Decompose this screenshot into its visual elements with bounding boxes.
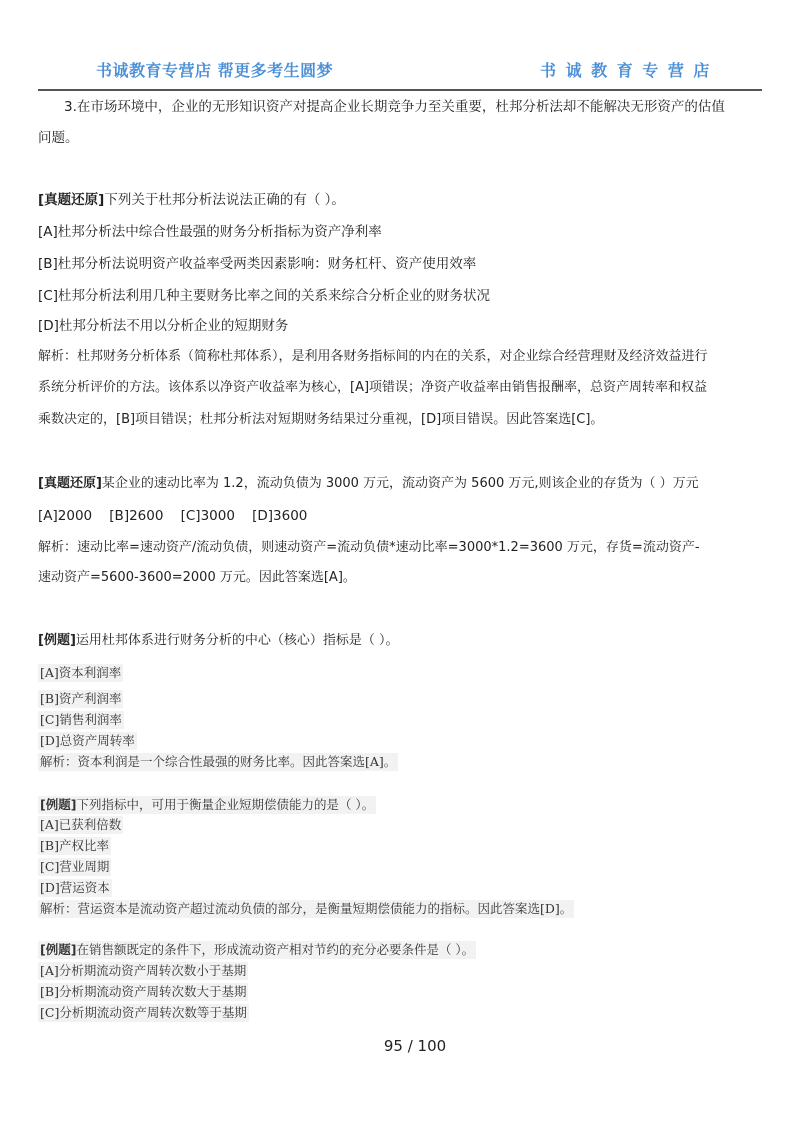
question-stem: [例题]在销售额既定的条件下，形成流动资产相对节约的充分必要条件是（ ）。 bbox=[40, 942, 475, 957]
option: [D]营运资本 bbox=[40, 880, 110, 895]
option: [D]杜邦分析法不用以分析企业的短期财务 bbox=[38, 318, 289, 334]
option: [A]分析期流动资产周转次数小于基期 bbox=[40, 963, 247, 978]
option: [B]资产利润率 bbox=[40, 691, 122, 706]
analysis-line: 解析：杜邦财务分析体系（简称杜邦体系），是利用各财务指标间的内在的关系，对企业综合经营理财及经济效益进行 bbox=[38, 349, 708, 364]
intro-line: 3.在市场环境中，企业的无形知识资产对提高企业长期竞争力至关重要，杜邦分析法却不能解决无形资产的估值 bbox=[64, 99, 725, 115]
analysis-line: 乘数决定的，[B]项目错误；杜邦分析法对短期财务结果过分重视，[D]项目错误。因此答案选[C]。 bbox=[38, 412, 604, 427]
question-tag: [真题还原] bbox=[38, 192, 105, 208]
option: [C]杜邦分析法利用几种主要财务比率之间的关系来综合分析企业的财务状况 bbox=[38, 288, 490, 304]
header-right-text: 书 诚 教 育 专 营 店 bbox=[540, 61, 712, 80]
question-stem: [例题]运用杜邦体系进行财务分析的中心（核心）指标是（ ）。 bbox=[38, 633, 399, 648]
option: [A]已获利倍数 bbox=[40, 817, 122, 832]
option: [A]资本利润率 bbox=[40, 665, 122, 680]
option: [B]杜邦分析法说明资产收益率受两类因素影响：财务杠杆、资产使用效率 bbox=[38, 256, 477, 272]
header-left-text: 书诚教育专营店 帮更多考生圆梦 bbox=[96, 61, 334, 80]
option: [C]销售利润率 bbox=[40, 712, 122, 727]
analysis-line: 解析：营运资本是流动资产超过流动负债的部分，是衡量短期偿债能力的指标。因此答案选[D]。 bbox=[40, 901, 573, 916]
option: [D]总资产周转率 bbox=[40, 733, 135, 748]
question-tag: [例题] bbox=[38, 633, 76, 648]
question-tag: [真题还原] bbox=[38, 476, 102, 491]
question-stem: [例题]下列指标中，可用于衡量企业短期偿债能力的是（ ）。 bbox=[40, 797, 375, 812]
question-stem: [真题还原]下列关于杜邦分析法说法正确的有（ ）。 bbox=[38, 192, 345, 208]
option: [C]分析期流动资产周转次数等于基期 bbox=[40, 1005, 247, 1020]
analysis-line: 解析：资本利润是一个综合性最强的财务比率。因此答案选[A]。 bbox=[40, 754, 397, 769]
header-divider bbox=[38, 89, 762, 91]
options-line: [A]2000 [B]2600 [C]3000 [D]3600 bbox=[38, 508, 308, 524]
option: [B]产权比率 bbox=[40, 838, 109, 853]
question-tag: [例题] bbox=[40, 942, 77, 957]
question-tag: [例题] bbox=[40, 797, 77, 812]
analysis-line: 解析：速动比率=速动资产/流动负债，则速动资产=流动负债*速动比率=3000*1.2=3600 万元，存货=流动资产- bbox=[38, 540, 700, 555]
page-number: 95 / 100 bbox=[383, 1037, 447, 1055]
question-stem: [真题还原]某企业的速动比率为 1.2，流动负债为 3000 万元，流动资产为 5600 万元,则该企业的存货为（ ）万元 bbox=[38, 476, 699, 491]
option: [A]杜邦分析法中综合性最强的财务分析指标为资产净利率 bbox=[38, 224, 382, 240]
option: [C]营业周期 bbox=[40, 859, 110, 874]
analysis-line: 速动资产=5600-3600=2000 万元。因此答案选[A]。 bbox=[38, 570, 356, 585]
analysis-line: 系统分析评价的方法。该体系以净资产收益率为核心，[A]项错误；净资产收益率由销售报酬率，总资产周转率和权益 bbox=[38, 380, 708, 395]
intro-line: 问题。 bbox=[38, 130, 79, 146]
option: [B]分析期流动资产周转次数大于基期 bbox=[40, 984, 247, 999]
